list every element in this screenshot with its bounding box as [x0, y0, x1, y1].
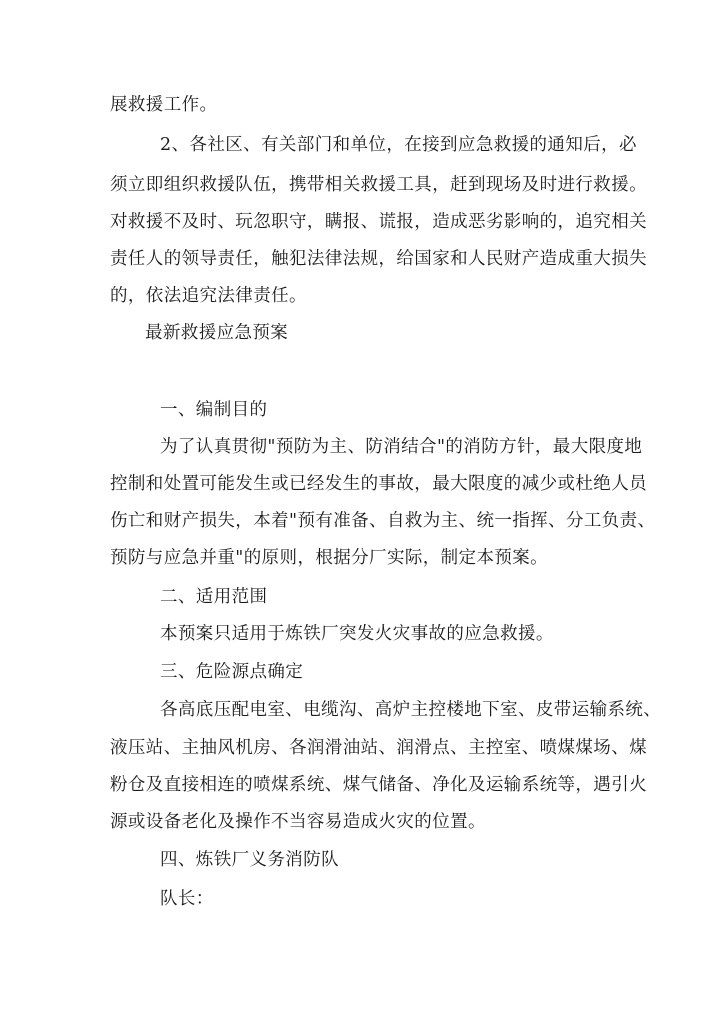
- captain-label: 队长：: [160, 889, 214, 909]
- paragraph-1-line-1: 为了认真贯彻"预防为主、防消结合"的消防方针，最大限度地: [160, 437, 643, 457]
- paragraph-2-line-5: 的，依法追究法律责任。: [110, 286, 307, 306]
- paragraph-hazard-line-4: 源或设备老化及操作不当容易造成火灾的位置。: [110, 812, 486, 832]
- heading-4: 四、炼铁厂义务消防队: [160, 850, 339, 870]
- paragraph-1-line-2: 控制和处置可能发生或已经发生的事故，最大限度的减少或杜绝人员: [110, 474, 647, 494]
- heading-1: 一、编制目的: [160, 400, 268, 420]
- paragraph-2-line-1: 2、各社区、有关部门和单位，在接到应急救援的通知后，必: [160, 135, 637, 155]
- paragraph-1-line-4: 预防与应急并重"的原则，根据分厂实际，制定本预案。: [110, 548, 549, 568]
- text-line-continuation: 展救援工作。: [110, 95, 218, 115]
- paragraph-2-line-2: 须立即组织救援队伍，携带相关救援工具，赶到现场及时进行救援。: [110, 175, 647, 195]
- paragraph-1-line-3: 伤亡和财产损失，本着"预有准备、自救为主、统一指挥、分工负责、: [110, 511, 656, 531]
- paragraph-2-line-3: 对救援不及时、玩忽职守，瞒报、谎报，造成恶劣影响的，追究相关: [110, 212, 647, 232]
- paragraph-hazard-line-1: 各高底压配电室、电缆沟、高炉主控楼地下室、皮带运输系统、: [160, 700, 662, 720]
- section-title: 最新救援应急预案: [145, 323, 289, 343]
- paragraph-2-line-4: 责任人的领导责任，触犯法律法规，给国家和人民财产造成重大损失: [110, 249, 647, 269]
- heading-2: 二、适用范围: [160, 587, 268, 607]
- paragraph-scope: 本预案只适用于炼铁厂突发火灾事故的应急救援。: [160, 624, 554, 644]
- paragraph-hazard-line-2: 液压站、主抽风机房、各润滑油站、润滑点、主控室、喷煤煤场、煤: [110, 738, 647, 758]
- paragraph-hazard-line-3: 粉仓及直接相连的喷煤系统、煤气储备、净化及运输系统等，遇引火: [110, 775, 647, 795]
- heading-3: 三、危险源点确定: [160, 662, 304, 682]
